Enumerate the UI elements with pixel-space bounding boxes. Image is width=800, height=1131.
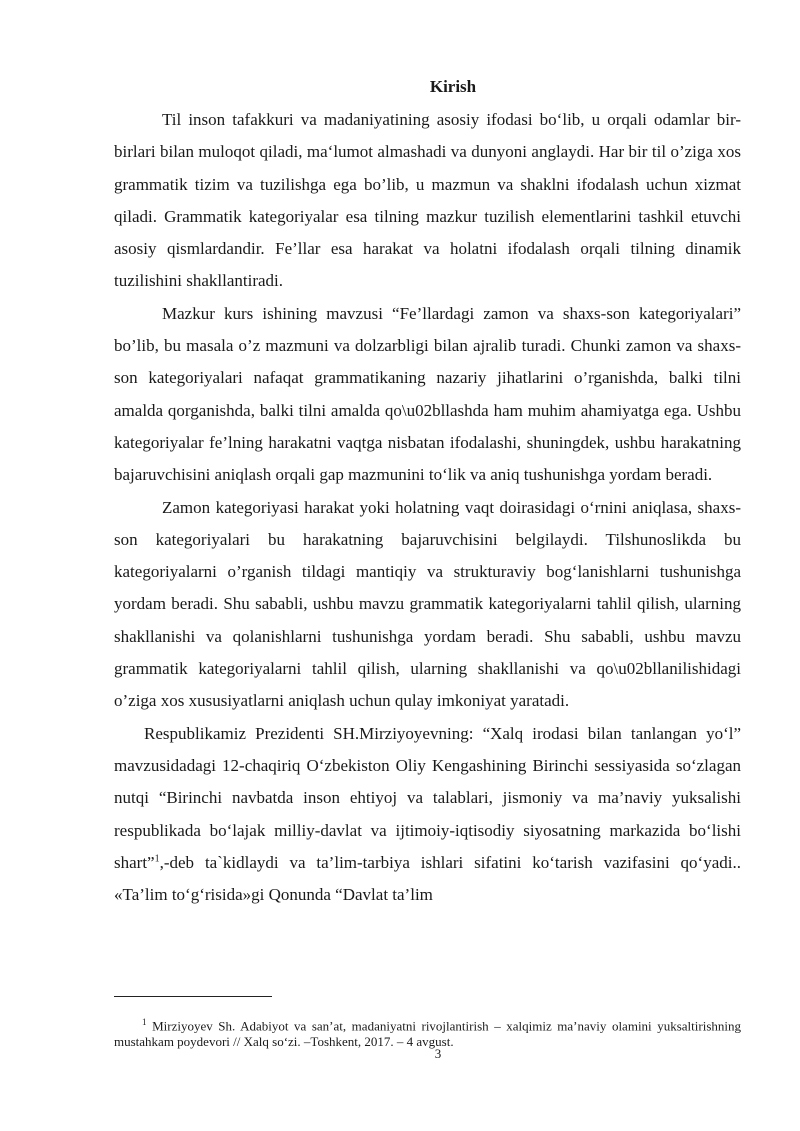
page-title: Kirish — [429, 77, 477, 96]
footnote-marker: 1 — [142, 1017, 147, 1027]
paragraph-3: Zamon kategoriyasi harakat yoki holatning vaqt doirasidagi o‘rnini aniqlasa, shaxs-son kategoriyalari bu harakatning bajaruvchisini belgilaydi. Tilshunoslikda bu kategoriyalarni o’rganish tildagi mantiqiy va strukturaviy bog‘lanishlarni tushunishga yordam beradi. Shu sababli, ushbu mavzu grammatik kategoriyalarni tahlil qilish, ularning shakllanishi va qolanishlarni tushunishga yordam beradi. Shu sababli, ushbu mavzu grammatik kategoriyalarni tahlil qilish, ularning shakllanishi va qo\u02bllanilishidagi o’ziga xos xususiyatlarni aniqlash uchun qulay imkoniyat yaratadi. — [114, 497, 741, 711]
footnote-text: Mirziyoyev Sh. Adabiyot va san’at, madaniyatni rivojlantirish – xalqimiz ma’naviy olamini yuksaltirishning mustahkam poydevori // Xalq so‘zi. –Toshkent, 2017. – 4 avgust. — [114, 1018, 741, 1050]
paragraph-2: Mazkur kurs ishining mavzusi “Fe’llardagi zamon va shaxs-son kategoriyalari” bo’lib, bu masala o’z mazmuni va dolzarbligi bilan ajralib turadi. Chunki zamon va shaxs-son kategoriyalari nafaqat grammatikaning nazariy jihatlarini o’rganishda, balki tilni amalda qorganishda, balki tilni amalda qo\u02bllashda ham muhim ahamiyatga ega. Ushbu kategoriyalar fe’lning harakatni vaqtga nisbatan ifodalashi, shuningdek, ushbu harakatning bajaruvchisini aniqlash orqali gap mazmunini to‘lik va aniq tushunishga yordam beradi. — [114, 303, 741, 485]
footnote-reference[interactable]: 1 — [154, 853, 160, 865]
page-number: 3 — [434, 1046, 442, 1061]
paragraph-1: Til inson tafakkuri va madaniyatining asosiy ifodasi bo‘lib, u orqali odamlar bir-birlari bilan muloqot qiladi, ma‘lumot almashadi va dunyoni anglaydi. Har bir til o’ziga xos grammatik tizim va tuzilishga ega bo’lib, u mazmun va shaklni ifodalash uchun xizmat qiladi. Grammatik kategoriyalar esa tilning mazkur tuzilish elementlarini tashkil etuvchi asosiy qismlardandir. Fe’llar esa harakat va holatni ifodalash orqali tilning dinamik tuzilishini shakllantiradi. — [114, 110, 741, 291]
footnote — [114, 1014, 741, 1050]
document-body — [114, 104, 741, 911]
paragraph-4-text: Respublikamiz Prezidenti SH.Mirziyoyevning: “Xalq irodasi bilan tanlangan yo‘l” mavzusidadagi 12-chaqiriq O‘zbekiston Oliy Kengashining Birinchi sessiyasida so‘zlagan nutqi “Birinchi navbatda inson ehtiyoj va talablari, jismoniy va ma’naviy yuksalishi respublikada bo‘lajak milliy-davlat va ijtimoiy-iqtisodiy siyosatning markazida bo‘lishi shart” — [114, 723, 741, 872]
paragraph-4-continuation: ,-deb ta`kidlaydi va ta’lim-tarbiya ishlari sifatini ko‘tarish vazifasini qo‘yadi.. «Ta’lim to‘g‘risida»gi Qonunda “Davlat ta’lim — [114, 852, 741, 905]
footnote-separator — [114, 996, 272, 997]
paragraph-4 — [114, 718, 741, 912]
